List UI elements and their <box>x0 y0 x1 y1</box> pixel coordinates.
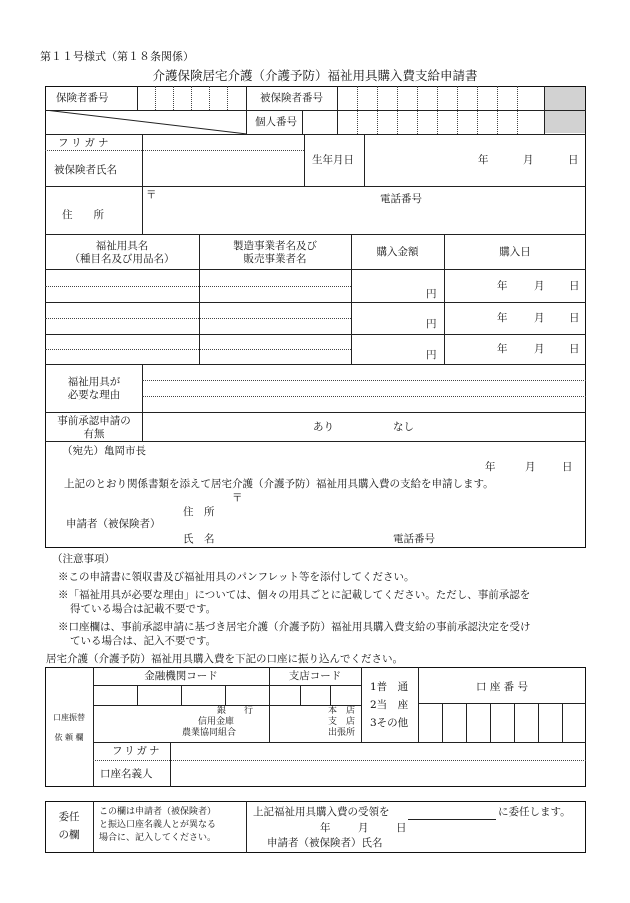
note-1: ※この申請書に領収書及び福祉用具のパンフレット等を添付してください。 <box>58 571 415 583</box>
delegation-label-2: の欄 <box>58 829 80 841</box>
branch-type-main: 本 店 <box>328 706 356 716</box>
reason-field[interactable] <box>143 365 585 411</box>
diagonal-filler <box>45 110 247 134</box>
branch-name-field[interactable] <box>270 706 310 741</box>
branch-code-field[interactable] <box>270 686 360 704</box>
applicant-name-label: 氏 名 <box>183 533 215 545</box>
note-2: ※「福祉用具が必要な理由」については、個々の用具ごとに記載してください。ただし、事前承認を <box>58 589 531 601</box>
insured-number-label: 被保険者番号 <box>260 92 323 104</box>
maker-field-3[interactable] <box>200 335 350 363</box>
applicant-postal-mark: 〒 <box>232 492 243 504</box>
purchase-month-unit-3: 月 <box>534 343 545 355</box>
phone-label: 電話番号 <box>380 193 422 205</box>
applicant-address-field[interactable] <box>230 504 570 520</box>
branch-type-office: 出張所 <box>328 728 356 738</box>
institution-code-field[interactable] <box>94 686 268 704</box>
address-label: 住 所 <box>62 209 104 221</box>
declaration-text: 上記のとおり関係書類を添えて居宅介護（介護予防）福祉用具購入費の支給を申請します。 <box>64 478 494 490</box>
delegation-applicant-field[interactable] <box>400 836 580 850</box>
reason-label-2: 必要な理由 <box>67 389 121 401</box>
application-month-unit: 月 <box>525 461 536 473</box>
furigana-field[interactable] <box>143 135 303 150</box>
amount-header: 購入金額 <box>376 246 419 258</box>
prior-approval-label-2: 有無 <box>83 428 105 440</box>
delegation-note-1: この欄は申請者（被保険者） <box>99 807 217 817</box>
branch-code-label: 支店コード <box>288 670 342 682</box>
item-name-header-2: （種目名及び用品名） <box>69 253 175 265</box>
account-type-other[interactable]: 3その他 <box>370 717 409 729</box>
delegation-month-unit: 月 <box>358 822 369 834</box>
item-name-field-1[interactable] <box>46 270 198 301</box>
delegation-applicant-label: 申請者（被保険者）氏名 <box>267 837 383 849</box>
delegate-name-field[interactable] <box>408 806 496 820</box>
account-holder-field[interactable] <box>171 761 585 786</box>
note-3: ※口座欄は、事前承認申請に基づき居宅介護（介護予防）福祉用具購入費支給の事前承認決定を受け <box>58 621 531 633</box>
birth-month-unit: 月 <box>523 154 534 166</box>
insured-name-label: 被保険者氏名 <box>54 164 117 176</box>
note-2-continued: 得ている場合は記載不要です。 <box>70 603 217 615</box>
birth-date-field[interactable] <box>365 135 585 185</box>
prior-approval-yes[interactable]: あり <box>313 421 334 433</box>
applicant-label: 申請者（被保険者） <box>66 518 161 530</box>
maker-field-2[interactable] <box>200 303 350 333</box>
birth-date-label: 生年月日 <box>312 154 354 166</box>
inst-type-credit: 信用金庫 <box>198 717 235 727</box>
delegation-label-1: 委任 <box>58 811 80 823</box>
purchase-day-unit-3: 日 <box>569 343 580 355</box>
address-field[interactable] <box>143 187 585 233</box>
yen-unit-1: 円 <box>426 288 437 300</box>
insured-name-field[interactable] <box>143 151 303 185</box>
purchase-day-unit-1: 日 <box>569 280 580 292</box>
form-number: 第１１号様式（第１８条関係） <box>40 50 194 63</box>
item-name-field-3[interactable] <box>46 335 198 363</box>
birth-year-unit: 年 <box>478 154 489 166</box>
birth-day-unit: 日 <box>568 154 579 166</box>
item-name-field-2[interactable] <box>46 303 198 333</box>
note-3-continued: ている場合は、記入不要です。 <box>70 635 217 647</box>
applicant-phone-label: 電話番号 <box>393 533 435 545</box>
delegation-text-after: に委任します。 <box>498 806 571 818</box>
bank-side-label-2: 依 頼 欄 <box>54 733 84 742</box>
account-type-current[interactable]: 2当 座 <box>370 699 409 711</box>
delegation-note-3: 場合に、記入してください。 <box>99 833 217 843</box>
inst-type-agri: 農業協同組合 <box>182 728 237 738</box>
inst-type-bank: 銀 行 <box>217 706 254 716</box>
insurer-number-label: 保険者番号 <box>56 92 109 104</box>
insured-number-field[interactable] <box>337 86 544 110</box>
reason-label-1: 福祉用具が <box>67 376 121 388</box>
yen-unit-2: 円 <box>426 318 437 330</box>
institution-name-field[interactable] <box>94 706 194 741</box>
page-title: 介護保険居宅介護（介護予防）福祉用具購入費支給申請書 <box>152 68 478 83</box>
application-day-unit: 日 <box>562 461 573 473</box>
personal-number-label: 個人番号 <box>255 116 297 128</box>
branch-type-branch: 支 店 <box>328 717 356 727</box>
insurer-number-field[interactable] <box>137 86 246 110</box>
purchase-year-unit-2: 年 <box>497 312 508 324</box>
account-number-label: 口 座 番 号 <box>475 681 528 693</box>
account-type-ordinary[interactable]: 1普 通 <box>370 681 409 693</box>
notes-heading: （注意事項） <box>52 553 115 565</box>
personal-number-field[interactable] <box>302 110 544 134</box>
holder-furigana-field[interactable] <box>171 743 585 759</box>
account-holder-label: 口座名義人 <box>100 768 153 780</box>
item-name-header-1: 福祉用具名 <box>95 240 149 252</box>
purchase-month-unit-1: 月 <box>534 280 545 292</box>
applicant-name-field[interactable] <box>230 531 380 547</box>
purchase-year-unit-1: 年 <box>497 280 508 292</box>
delegation-day-unit: 日 <box>396 822 407 834</box>
yen-unit-3: 円 <box>426 349 437 361</box>
institution-code-label: 金融機関コード <box>144 670 218 682</box>
postal-mark: 〒 <box>146 189 157 201</box>
addressee: （宛先）亀岡市長 <box>62 445 146 457</box>
purchase-day-unit-2: 日 <box>569 312 580 324</box>
maker-header-1: 製造事業者名及び <box>233 240 317 252</box>
applicant-address-label: 住 所 <box>183 506 215 518</box>
furigana-label: フリガナ <box>58 137 112 149</box>
prior-approval-no[interactable]: なし <box>393 421 414 433</box>
application-year-unit: 年 <box>485 461 496 473</box>
prior-approval-label-1: 事前承認申請の <box>57 415 131 427</box>
delegation-note-2: と振込口座名義人とが異なる <box>99 820 217 830</box>
maker-header-2: 販売事業者名 <box>243 253 307 265</box>
delegation-text-before: 上記福祉用具購入費の受領を <box>253 806 390 818</box>
purchase-year-unit-3: 年 <box>497 343 508 355</box>
account-number-field[interactable] <box>419 704 585 741</box>
bank-intro: 居宅介護（介護予防）福祉用具購入費を下記の口座に振り込んでください。 <box>46 653 403 665</box>
purchase-date-header: 購入日 <box>499 246 531 258</box>
bank-side-label-1: 口座振替 <box>53 713 85 722</box>
purchase-month-unit-2: 月 <box>534 312 545 324</box>
maker-field-1[interactable] <box>200 270 350 301</box>
holder-furigana-label: フリガナ <box>112 745 162 757</box>
delegation-year-unit: 年 <box>320 822 331 834</box>
